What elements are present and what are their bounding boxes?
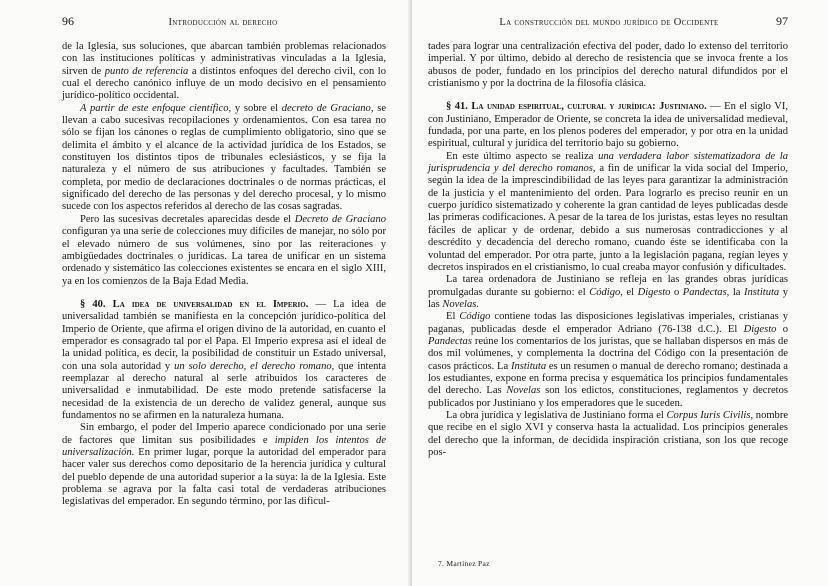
italic-run: Instituta [744, 286, 780, 298]
paragraph [62, 422, 386, 508]
text-run: y sobre el [231, 102, 282, 114]
text-run: el [622, 286, 638, 298]
section-paragraph [428, 101, 788, 150]
italic-run: Corpus Iuris Civilis, [666, 409, 754, 421]
italic-run: Instituta [510, 360, 547, 372]
paragraph [428, 274, 788, 311]
text-run: o [776, 323, 788, 335]
right-body-text [428, 41, 788, 459]
text-run: — En el siglo VI, con Justiniano, Emperador de Oriente, se concreta la idea de universalidad medieval, fundada, por una parte, en los plenos poderes del emperador, y por otra en la unidad espiritual, cultural y jurídica del territorio bajo su gobierno. [428, 101, 788, 150]
text-run: reúne los comentarios de los juristas, que se hallaban dispersos en más de dos mil volúmenes, y complementa la doctrina del Código con la presentación de casos prácticos. La [428, 335, 788, 372]
text-run: En este último aspecto se realiza [446, 150, 599, 162]
text-run: la [729, 286, 745, 298]
italic-run: A partir de este enfoque científico, [80, 102, 232, 114]
text-run: tades para lograr una centralización efectiva del poder, dado lo extenso del territorio imperial. Y por último, debido al derecho de resistencia que se invoca frente a los abusos de poder, fundado en los principios del derecho natural difundidos por el cristianismo y por la doctrina de la filosofía clásica. [428, 41, 788, 90]
text-run: La obra jurídica y legislativa de Justiniano forma el [446, 409, 667, 421]
section-heading: § 41. La unidad espiritual, cultural y jurídica: Justiniano. [446, 101, 707, 113]
text-run: a distintos enfoques del derecho civil, con lo cual el derecho canónico influye de un modo decisivo en el pensamiento jurídico-político occidental. [62, 65, 386, 102]
italic-run: decreto de Graciano, [281, 102, 374, 114]
section-heading: § 40. La idea de universalidad en el Imperio. [80, 298, 309, 310]
italic-run: Novelas. [442, 298, 479, 310]
text-run: son los edictos, constituciones, reglamentos y decretos publicados por Justiniano y los emperadores que le suceden. [428, 385, 788, 409]
text-run: es un resumen o manual de derecho romano; destinada a los estudiantes, expone en forma precisa y esquemática los principios fundamentales del derecho. Las [428, 360, 788, 397]
italic-run: una verdadera labor sistematizadora de la jurisprudencia y del derecho romanos, [428, 150, 789, 175]
paragraph [428, 311, 788, 410]
italic-run: un solo derecho, el derecho romano, [174, 360, 335, 372]
text-run: El [446, 311, 460, 323]
italic-run: Pandectas [428, 335, 472, 347]
right-page-number: 97 [775, 14, 788, 28]
text-run: configuran ya una serie de colecciones muy difíciles de manejar, no sólo por el elevado número de sus volúmenes, sino por las reiteraciones y ambigüedades doctrinales o jurídicas. La tarea de unificar en un sistema ordenado y sistemático las colecciones existentes se encara en el siglo XIII, ya en los comienzos de la Baja Edad Media. [62, 226, 386, 287]
italic-run: Digesto [743, 323, 777, 335]
text-run: La tarea ordenadora de Justiniano se refleja en las grandes obras jurídicas promulgadas durante su gobierno: el [428, 274, 788, 298]
section-paragraph [62, 299, 386, 422]
text-run: Sin embargo, el poder del Imperio aparece condicionado por una serie de factores que limitan sus posibilidades e [62, 422, 386, 446]
text-run: o [670, 286, 683, 298]
text-run: nombre que recibe en el siglo XVI y conserva hasta la actualidad. Los principios generales del derecho que la informan, de decidida inspiración cristiana, son los que recoge pos- [428, 409, 789, 458]
paragraph [62, 41, 386, 103]
italic-run: Código, [589, 286, 623, 298]
text-run: de la Iglesia, sus soluciones, que abarcan también problemas relacionados con las instituciones políticas y administrativas vinculadas a la Iglesia, sirven de [62, 41, 386, 77]
right-running-title: La construcción del mundo jurídico de Occidente [499, 17, 719, 28]
italic-run: Código [459, 311, 491, 323]
left-body-text [62, 41, 386, 509]
paragraph [62, 214, 386, 288]
italic-run: punto de referencia [104, 65, 189, 77]
text-run: se llevan a cabo sucesivas recopilaciones y ordenamientos. Con esa tarea no sólo se fijan los cánones o reglas de cumplimiento obligatorio, sino que se delimita el ámbito y el alcance de la actividad jurídica de los Estados, se constituyen los distintos tipos de tribunales eclesiásticos, y se fija la naturaleza y el número de sus atribuciones y facultades. También se completa, por medio de declaraciones doctrinales o de normas prácticas, el significado del derecho de las personas y del derecho procesal, y lo mismo sucede con los aspectos referidos al derecho de las cosas sagradas. [62, 102, 386, 213]
left-page-number: 96 [62, 14, 74, 28]
italic-run: Pandectas, [682, 286, 730, 298]
left-page [0, 0, 412, 586]
left-running-head [62, 14, 386, 29]
italic-run: impiden los intentos de universalización. [62, 434, 386, 458]
text-run: contiene todas las disposiciones legislativas imperiales, cristianas y paganas, publicadas desde el emperador Adriano (76-138 d.C.). El [428, 311, 789, 335]
text-run: que intenta reemplazar al derecho natural al serle atribuidos los caracteres de universalidad e inmutabilidad. De este modo pretende satisfacerse la necesidad de la existencia de un derecho de validez general, aunque sus fundamentos no se afirmen en la naturaleza humana. [62, 360, 387, 421]
right-running-head [428, 14, 788, 29]
paragraph [62, 103, 386, 214]
text-run: — La idea de universalidad también se manifiesta en la concepción jurídico-política del Imperio de Oriente, que afirma el origen divino de la autoridad, en cuanto el emperador es consagrado tal por el Papa. El Imperio expresa así el ideal de la unidad política, es decir, la posibilidad de constituir un Estado universal, con una sola autoridad y [62, 298, 386, 372]
text-run: Pero las sucesivas decretales aparecidas desde el [80, 213, 295, 225]
right-page [412, 0, 828, 586]
italic-run: Novelas [506, 385, 541, 397]
text-run: y las [428, 286, 788, 310]
left-running-title: Introducción al derecho [168, 17, 278, 28]
printer-signature: 7. Martínez Paz [438, 559, 490, 568]
italic-run: Digesto [637, 286, 671, 298]
text-run: a fin de unificar la vida social del Imperio, según la idea de la imprescindibilidad de las leyes para garantizar la administración de la justicia y el mantenimiento del orden. Para lograrlo es preciso reunir en un cuerpo jurídico sistematizado y coherente la gran cantidad de leyes publicadas desde las primeras codificaciones. A pesar de la tarea de los juristas, estas leyes no resultan fáciles de aplicar y de ordenar, debido a sus numerosas contradicciones y al descrédito y decadencia del derecho romano, cuando éste se identificaba con la voluntad del emperador. Por otra parte, junto a la legislación pagana, regían leyes y decretos inspirados en el cristianismo, lo cual creaba mayor confusión y dificultades. [428, 163, 789, 273]
paragraph [428, 410, 788, 459]
paragraph [428, 151, 788, 274]
text-run: En primer lugar, porque la autoridad del emperador para hacer valer sus derechos como depositario de la herencia jurídica y cultural del pueblo depende de una autoridad superior a la suya: la de la Iglesia. Este problema se agrava por la falta casi total de verdaderas atribuciones legislativas del emperador. En segundo término, por las dificul- [62, 447, 386, 508]
paragraph [428, 41, 788, 90]
italic-run: Decreto de Graciano [294, 213, 386, 225]
